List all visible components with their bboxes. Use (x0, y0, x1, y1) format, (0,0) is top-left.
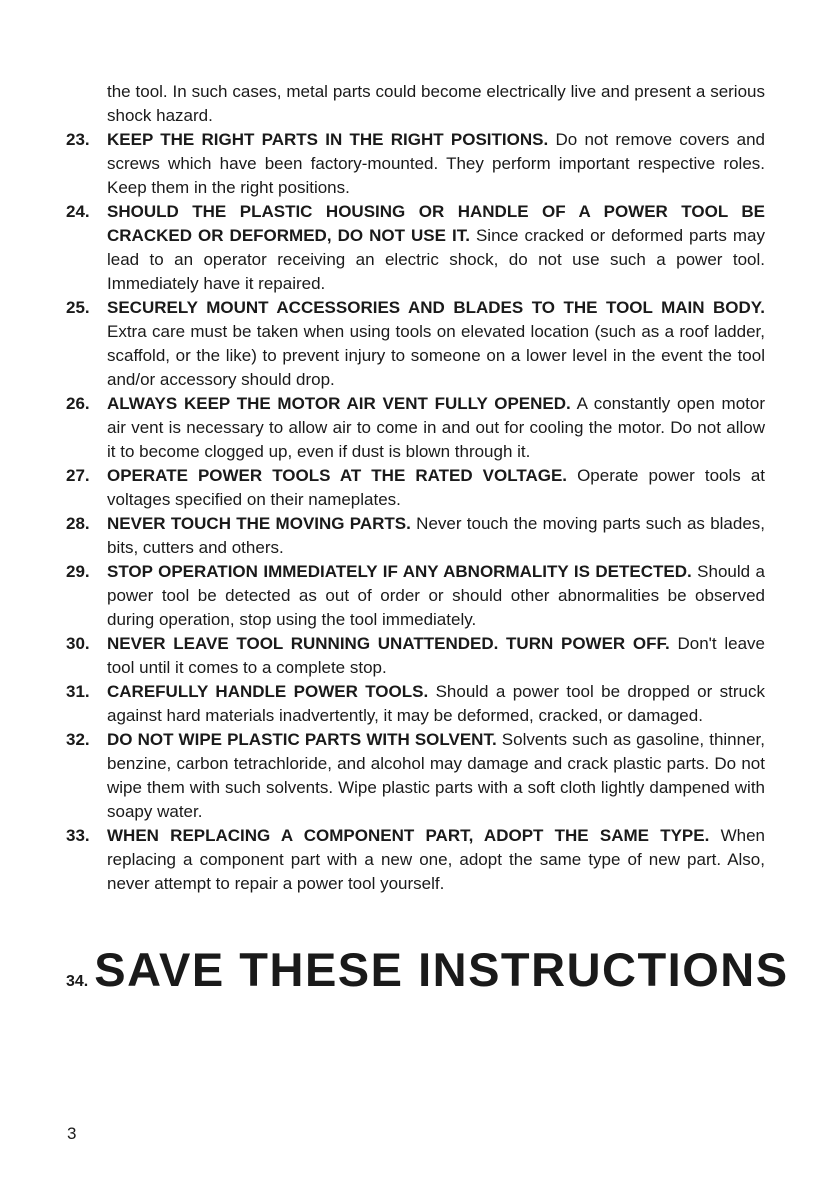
item-body: Solvents such as gasoline, thinner, benzine, carbon tetrachloride, and alcohol may damage and crack plastic parts. Do not wipe them with such solvents. Wipe plastic parts with a soft cloth lightly dampened with soapy water. (107, 730, 765, 821)
item-number: 28. (66, 514, 90, 533)
item-heading: CAREFULLY HANDLE POWER TOOLS. (107, 682, 429, 701)
item-body: Should a power tool be detected as out of order or should other abnormalities be observed during operation, stop using the tool immediately. (107, 562, 765, 629)
item-body: A constantly open motor air vent is necessary to allow air to come in and out for cooling the motor. Do not allow it to become clogged up, even if dust is blown through it. (107, 394, 765, 461)
item-heading: STOP OPERATION IMMEDIATELY IF ANY ABNORMALITY IS DETECTED. (107, 562, 692, 581)
instruction-item-33 (0, 824, 765, 896)
item-body: When replacing a component part with a new one, adopt the same type of new part. Also, never attempt to repair a power tool yourself. (107, 826, 765, 893)
item-heading: NEVER TOUCH THE MOVING PARTS. (107, 514, 411, 533)
item-number: 27. (66, 466, 90, 485)
item-number: 33. (66, 826, 90, 845)
instruction-item-25 (0, 296, 765, 392)
page-number: 3 (67, 1124, 77, 1143)
instruction-item-23 (0, 128, 765, 200)
intro-paragraph: the tool. In such cases, metal parts could become electrically live and present a serious shock hazard. (107, 82, 765, 125)
item-number: 30. (66, 634, 90, 653)
item-number: 25. (66, 298, 90, 317)
item-number: 23. (66, 130, 90, 149)
item-heading: WHEN REPLACING A COMPONENT PART, ADOPT THE SAME TYPE. (107, 826, 710, 845)
instruction-item-26 (0, 392, 765, 464)
save-item-number: 34. (66, 973, 89, 990)
item-heading: SECURELY MOUNT ACCESSORIES AND BLADES TO THE TOOL MAIN BODY. (107, 298, 765, 317)
item-body: Should a power tool be dropped or struck against hard materials inadvertently, it may be deformed, cracked, or damaged. (107, 682, 765, 725)
safety-instructions-list (0, 128, 840, 896)
item-number: 26. (66, 394, 90, 413)
save-instructions-heading (66, 942, 789, 997)
item-heading: OPERATE POWER TOOLS AT THE RATED VOLTAGE. (107, 466, 568, 485)
item-heading: SHOULD THE PLASTIC HOUSING OR HANDLE OF A POWER TOOL BE CRACKED OR DEFORMED, DO NOT USE IT. (107, 202, 765, 245)
instruction-item-31 (0, 680, 765, 728)
instruction-item-30 (0, 632, 765, 680)
item-number: 29. (66, 562, 90, 581)
item-body: Since cracked or deformed parts may lead to an operator receiving an electric shock, do not use such a power tool. Immediately have it repaired. (107, 226, 765, 293)
item-number: 32. (66, 730, 90, 749)
instruction-item-24 (0, 200, 765, 296)
instruction-item-28 (0, 512, 765, 560)
item-body: Do not remove covers and screws which have been factory-mounted. They perform important respective roles. Keep them in the right positions. (107, 130, 765, 197)
instruction-item-27 (0, 464, 765, 512)
item-heading: NEVER LEAVE TOOL RUNNING UNATTENDED. TURN POWER OFF. (107, 634, 670, 653)
item-heading: KEEP THE RIGHT PARTS IN THE RIGHT POSITIONS. (107, 130, 549, 149)
item-body: Operate power tools at voltages specified on their nameplates. (107, 466, 765, 509)
item-heading: DO NOT WIPE PLASTIC PARTS WITH SOLVENT. (107, 730, 497, 749)
instruction-item-32 (0, 728, 765, 824)
item-body: Don't leave tool until it comes to a complete stop. (107, 634, 765, 677)
instruction-item-29 (0, 560, 765, 632)
item-number: 31. (66, 682, 90, 701)
item-body: Never touch the moving parts such as blades, bits, cutters and others. (107, 514, 766, 557)
save-instructions-text: SAVE THESE INSTRUCTIONS (94, 943, 789, 996)
item-heading: ALWAYS KEEP THE MOTOR AIR VENT FULLY OPENED. (107, 394, 571, 413)
item-number: 24. (66, 202, 90, 221)
item-body: Extra care must be taken when using tools on elevated location (such as a roof ladder, scaffold, or the like) to prevent injury to someone on a lower level in the event the tool and/or accessory should drop. (107, 322, 765, 389)
